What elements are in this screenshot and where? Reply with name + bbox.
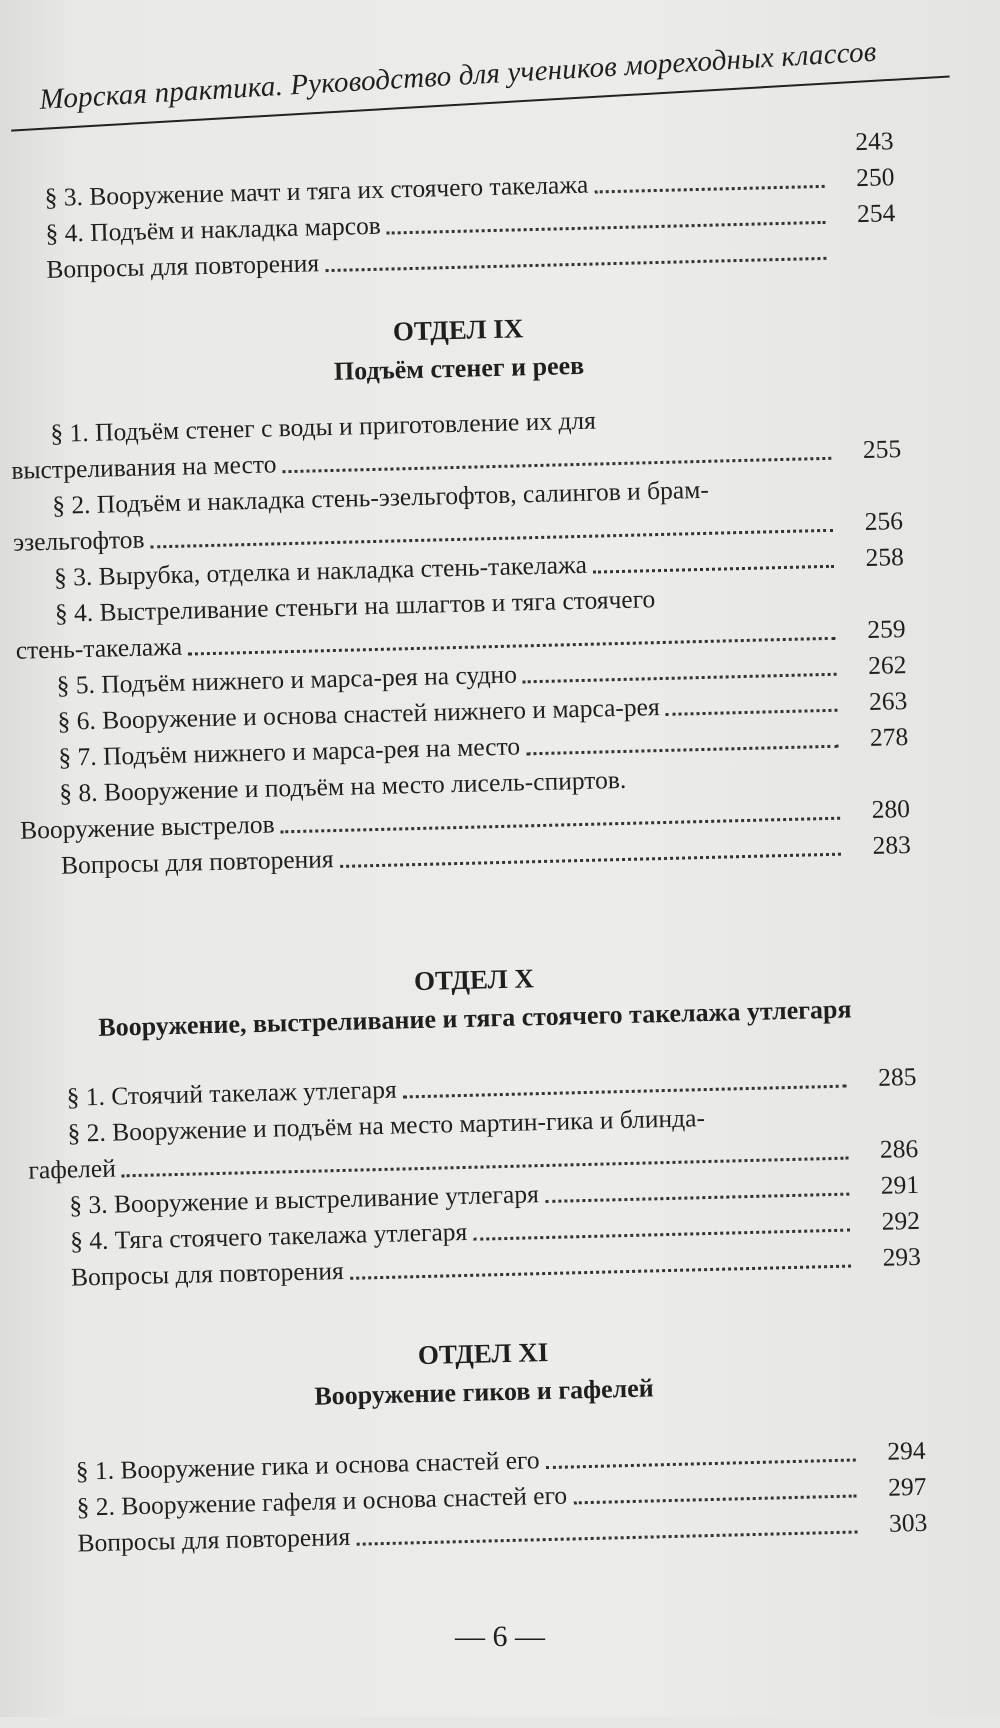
toc-entry-page: 254 xyxy=(856,198,896,229)
section-title: Вооружение, выстреливание и тяга стоячего такелажа утлегаря xyxy=(97,994,852,1042)
page-number: — 6 — xyxy=(455,1620,545,1653)
toc-entry-label: § 1. Вооружение гика и основа снастей его xyxy=(75,1445,540,1486)
toc-entry-line1: § 2. Вооружение и подъём на место мартин-гика и блинда- xyxy=(67,1103,706,1148)
leader-dots xyxy=(403,1085,847,1099)
toc-entry-page: 250 xyxy=(855,162,895,193)
toc-entry-page: 280 xyxy=(871,793,911,824)
toc-section-ix xyxy=(8,301,921,885)
toc-entry-page: 283 xyxy=(872,829,912,860)
toc-entry-label: § 1. Стоячий такелаж утлегаря xyxy=(66,1074,397,1112)
toc-entry-page: 297 xyxy=(887,1471,927,1502)
toc-entry-page: 294 xyxy=(886,1435,926,1466)
toc-entry-page: 256 xyxy=(864,506,904,536)
toc-entry-page: 258 xyxy=(865,542,905,572)
leader-dots xyxy=(666,709,838,716)
toc-entry-page: 278 xyxy=(869,722,909,752)
leader-dots xyxy=(594,152,824,158)
toc-entry-line1: § 2. Подъём и накладка стень-эзельгофтов, салингов и брам- xyxy=(51,474,710,520)
toc-entry-page: 286 xyxy=(879,1133,919,1164)
toc-entry-page xyxy=(837,267,897,268)
toc-entry-label: § 4. Тяга стоячего такелажа утлегаря xyxy=(69,1216,468,1256)
toc-entry-page: 293 xyxy=(882,1241,922,1272)
toc-entry-line2: гафелей xyxy=(28,1153,117,1185)
toc-entry-line1: § 4. Выстреливание стеньги на шлагтов и тяга стоячего xyxy=(54,584,656,628)
leader-dots xyxy=(340,853,841,868)
leader-dots xyxy=(545,1193,849,1203)
toc-entry-label: § 4. Подъём и накладка марсов xyxy=(45,210,382,248)
toc-entry-page: 303 xyxy=(888,1507,928,1538)
toc-entry-page: 259 xyxy=(866,614,906,644)
toc-entry-page: 263 xyxy=(868,686,908,716)
toc-entry-line1: § 1. Подъём стенег с воды и приготовление их для xyxy=(50,405,597,448)
section-label: ОТДЕЛ XI xyxy=(417,1336,549,1371)
toc-continuation xyxy=(3,123,906,289)
toc-entry-label: § 2. Вооружение гафеля и основа снастей его xyxy=(76,1480,568,1522)
toc-entry-page: 291 xyxy=(880,1169,920,1200)
leader-dots xyxy=(387,221,826,235)
toc-entry-label: Вопросы для повторения xyxy=(77,1521,351,1558)
toc-entry-line1: § 8. Вооружение и подъём на место лисель-спиртов. xyxy=(58,764,627,808)
toc-entry-page: 243 xyxy=(854,126,894,157)
toc-section-x xyxy=(24,951,932,1297)
section-title: Подъём стенег и реев xyxy=(333,350,585,386)
running-head-text: Морская практика. Руководство для учеников мореходных классов xyxy=(38,35,878,116)
toc-section-xi xyxy=(33,1325,938,1563)
leader-dots xyxy=(546,1458,856,1469)
toc-entry-label: § 6. Вооружение и основа снастей нижнего и марса-рея xyxy=(57,692,660,736)
toc-entry-label: § 3. Вырубка, отделка и накладка стень-такелажа xyxy=(53,549,588,592)
toc-entry-page: 262 xyxy=(867,650,907,680)
section-label: ОТДЕЛ IX xyxy=(392,313,524,347)
toc-entry-label: § 5. Подъём нижнего и марса-рея на судно xyxy=(56,659,518,700)
leader-dots xyxy=(356,1530,857,1545)
toc-entry-label: § 7. Подъём нижнего и марса-рея на место xyxy=(58,731,521,772)
toc-entry-page: 255 xyxy=(862,434,902,465)
leader-dots xyxy=(325,257,826,272)
toc-entry-label: § 3. Вооружение мачт и тяга их стоячего такелажа xyxy=(44,169,589,212)
leader-dots xyxy=(594,185,824,194)
toc-entry-line2: выстреливания на место xyxy=(11,449,277,485)
toc-entry-line2: стень-такелажа xyxy=(15,631,183,665)
section-label: ОТДЕЛ X xyxy=(413,963,535,997)
leader-dots xyxy=(350,1265,851,1280)
toc-entry-line2: Вооружение выстрелов xyxy=(19,809,275,845)
leader-dots xyxy=(523,673,837,684)
toc-entry-label: Вопросы для повторения xyxy=(70,1255,344,1292)
toc-entry-page: 285 xyxy=(877,1061,917,1092)
leader-dots xyxy=(473,1229,850,1241)
toc-entry-page: 292 xyxy=(881,1205,921,1236)
toc-entry-label: § 3. Вооружение и выстреливание утлегаря xyxy=(68,1179,540,1220)
leader-dots xyxy=(573,1494,856,1504)
toc-entry-label: Вопросы для повторения xyxy=(46,248,320,284)
toc-entry-label: Вопросы для повторения xyxy=(60,844,334,880)
toc-entry-line2: эзельгофтов xyxy=(12,524,145,557)
leader-dots xyxy=(593,565,834,574)
section-title: Вооружение гиков и гафелей xyxy=(314,1373,655,1411)
leader-dots xyxy=(526,745,838,756)
